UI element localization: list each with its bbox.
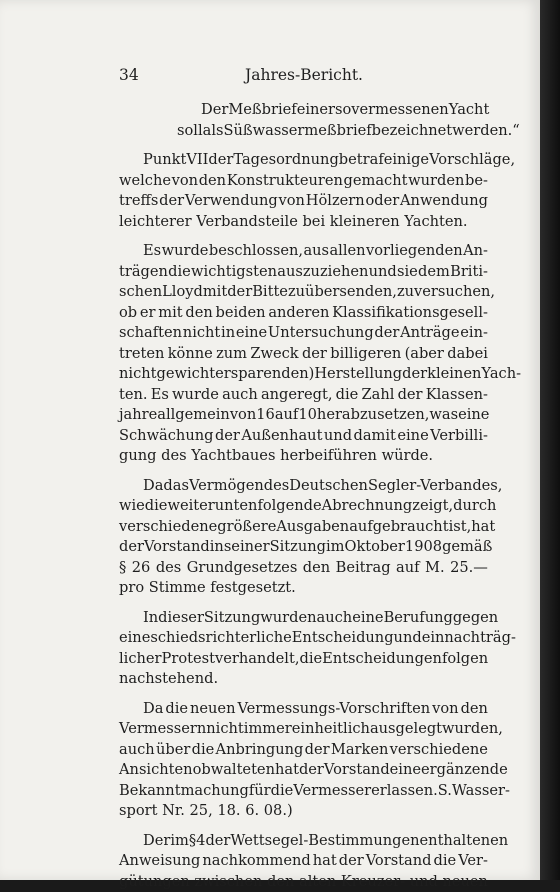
paragraph-gap: [119, 467, 488, 476]
text-line: Vermessern nicht immer einheitlich ausgelegt wurden,: [119, 719, 488, 740]
text-line: Da die neuen Vermessungs-Vorschriften von den: [119, 699, 488, 720]
paragraph: [119, 831, 488, 892]
paragraph-gap: [119, 141, 488, 150]
text-line: Der Meßbrief einer so vermessenen Yacht: [119, 100, 488, 121]
text-line: Bekanntmachung für die Vermesser erlassen. S. Wasser-: [119, 781, 488, 802]
text-line: trägen die wichtigsten auszuziehen und sie dem Briti-: [119, 262, 488, 283]
paragraph-gap: [119, 690, 488, 699]
text-line: Schwächung der Außenhaut und damit eine Verbilli-: [119, 426, 488, 447]
text-line: soll als Süßwassermeßbrief bezeichnet werden.“: [119, 121, 488, 142]
text-line: ob er mit den beiden anderen Klassifikationsgesell-: [119, 303, 488, 324]
text-line: licher Protest verhandelt, die Entscheidungen folgen: [119, 649, 488, 670]
text-line: Der im § 4 der Wettsegel-Bestimmungen enthaltenen: [119, 831, 488, 852]
paragraph-gap: [119, 599, 488, 608]
text-line: pro Stimme festgesetzt.: [119, 578, 488, 599]
text-line: leichterer Verbandsteile bei kleineren Yachten.: [119, 212, 488, 233]
text-line: wie die weiter unten folgende Abrechnung zeigt, durch: [119, 496, 488, 517]
paragraph: [119, 608, 488, 690]
body-text: [119, 100, 488, 892]
text-line: nicht gewichtersparenden) Herstellung der kleinen Yach-: [119, 364, 488, 385]
paragraph: [119, 150, 488, 232]
text-line: der Vorstand in seiner Sitzung im Oktober 1908 gemäß: [119, 537, 488, 558]
text-line: treten könne zum Zweck der billigeren (aber dabei: [119, 344, 488, 365]
paragraph: [119, 100, 488, 141]
text-line: § 26 des Grundgesetzes den Beitrag auf M. 25.—: [119, 558, 488, 579]
text-line: gütungen zwischen den alten Kreuzer- und neuen: [119, 872, 488, 892]
text-line: treffs der Verwendung von Hölzern oder Anwendung: [119, 191, 488, 212]
paragraph: [119, 241, 488, 467]
text-line: In dieser Sitzung wurden auch eine Berufung gegen: [119, 608, 488, 629]
paragraph: [119, 476, 488, 599]
text-line: Anweisung nachkommend hat der Vorstand die Ver-: [119, 851, 488, 872]
text-line: Da das Vermögen des Deutschen Segler-Verbandes,: [119, 476, 488, 497]
text-line: eine schiedsrichterliche Entscheidung und ein nachträg-: [119, 628, 488, 649]
text-line: schen Lloyd mit der Bitte zu übersenden, zu versuchen,: [119, 282, 488, 303]
text-line: sport Nr. 25, 18. 6. 08.): [119, 801, 488, 822]
text-line: nachstehend.: [119, 669, 488, 690]
text-line: Ansichten obwalteten hat der Vorstand eine ergänzende: [119, 760, 488, 781]
text-line: Es wurde beschlossen, aus allen vorliegenden An-: [119, 241, 488, 262]
page-edge-shadow: [540, 0, 560, 880]
text-line: jahre allgemein von 16 auf 10 herabzusetzen, was eine: [119, 405, 488, 426]
paragraph-gap: [119, 822, 488, 831]
text-line: welche von den Konstrukteuren gemacht wurden be-: [119, 171, 488, 192]
paragraph: [119, 699, 488, 822]
running-title: Jahres-Bericht.: [119, 66, 489, 84]
paragraph-gap: [119, 232, 488, 241]
text-line: auch über die Anbringung der Marken verschiedene: [119, 740, 488, 761]
text-line: ten. Es wurde auch angeregt, die Zahl der Klassen-: [119, 385, 488, 406]
text-line: gung des Yachtbaues herbeiführen würde.: [119, 446, 488, 467]
text-line: schaften nicht in eine Untersuchung der Anträge ein-: [119, 323, 488, 344]
text-line: verschiedene größere Ausgaben aufgebraucht ist, hat: [119, 517, 488, 538]
page-number: 34: [119, 66, 139, 84]
text-line: Punkt VII der Tagesordnung betraf einige Vorschläge,: [119, 150, 488, 171]
